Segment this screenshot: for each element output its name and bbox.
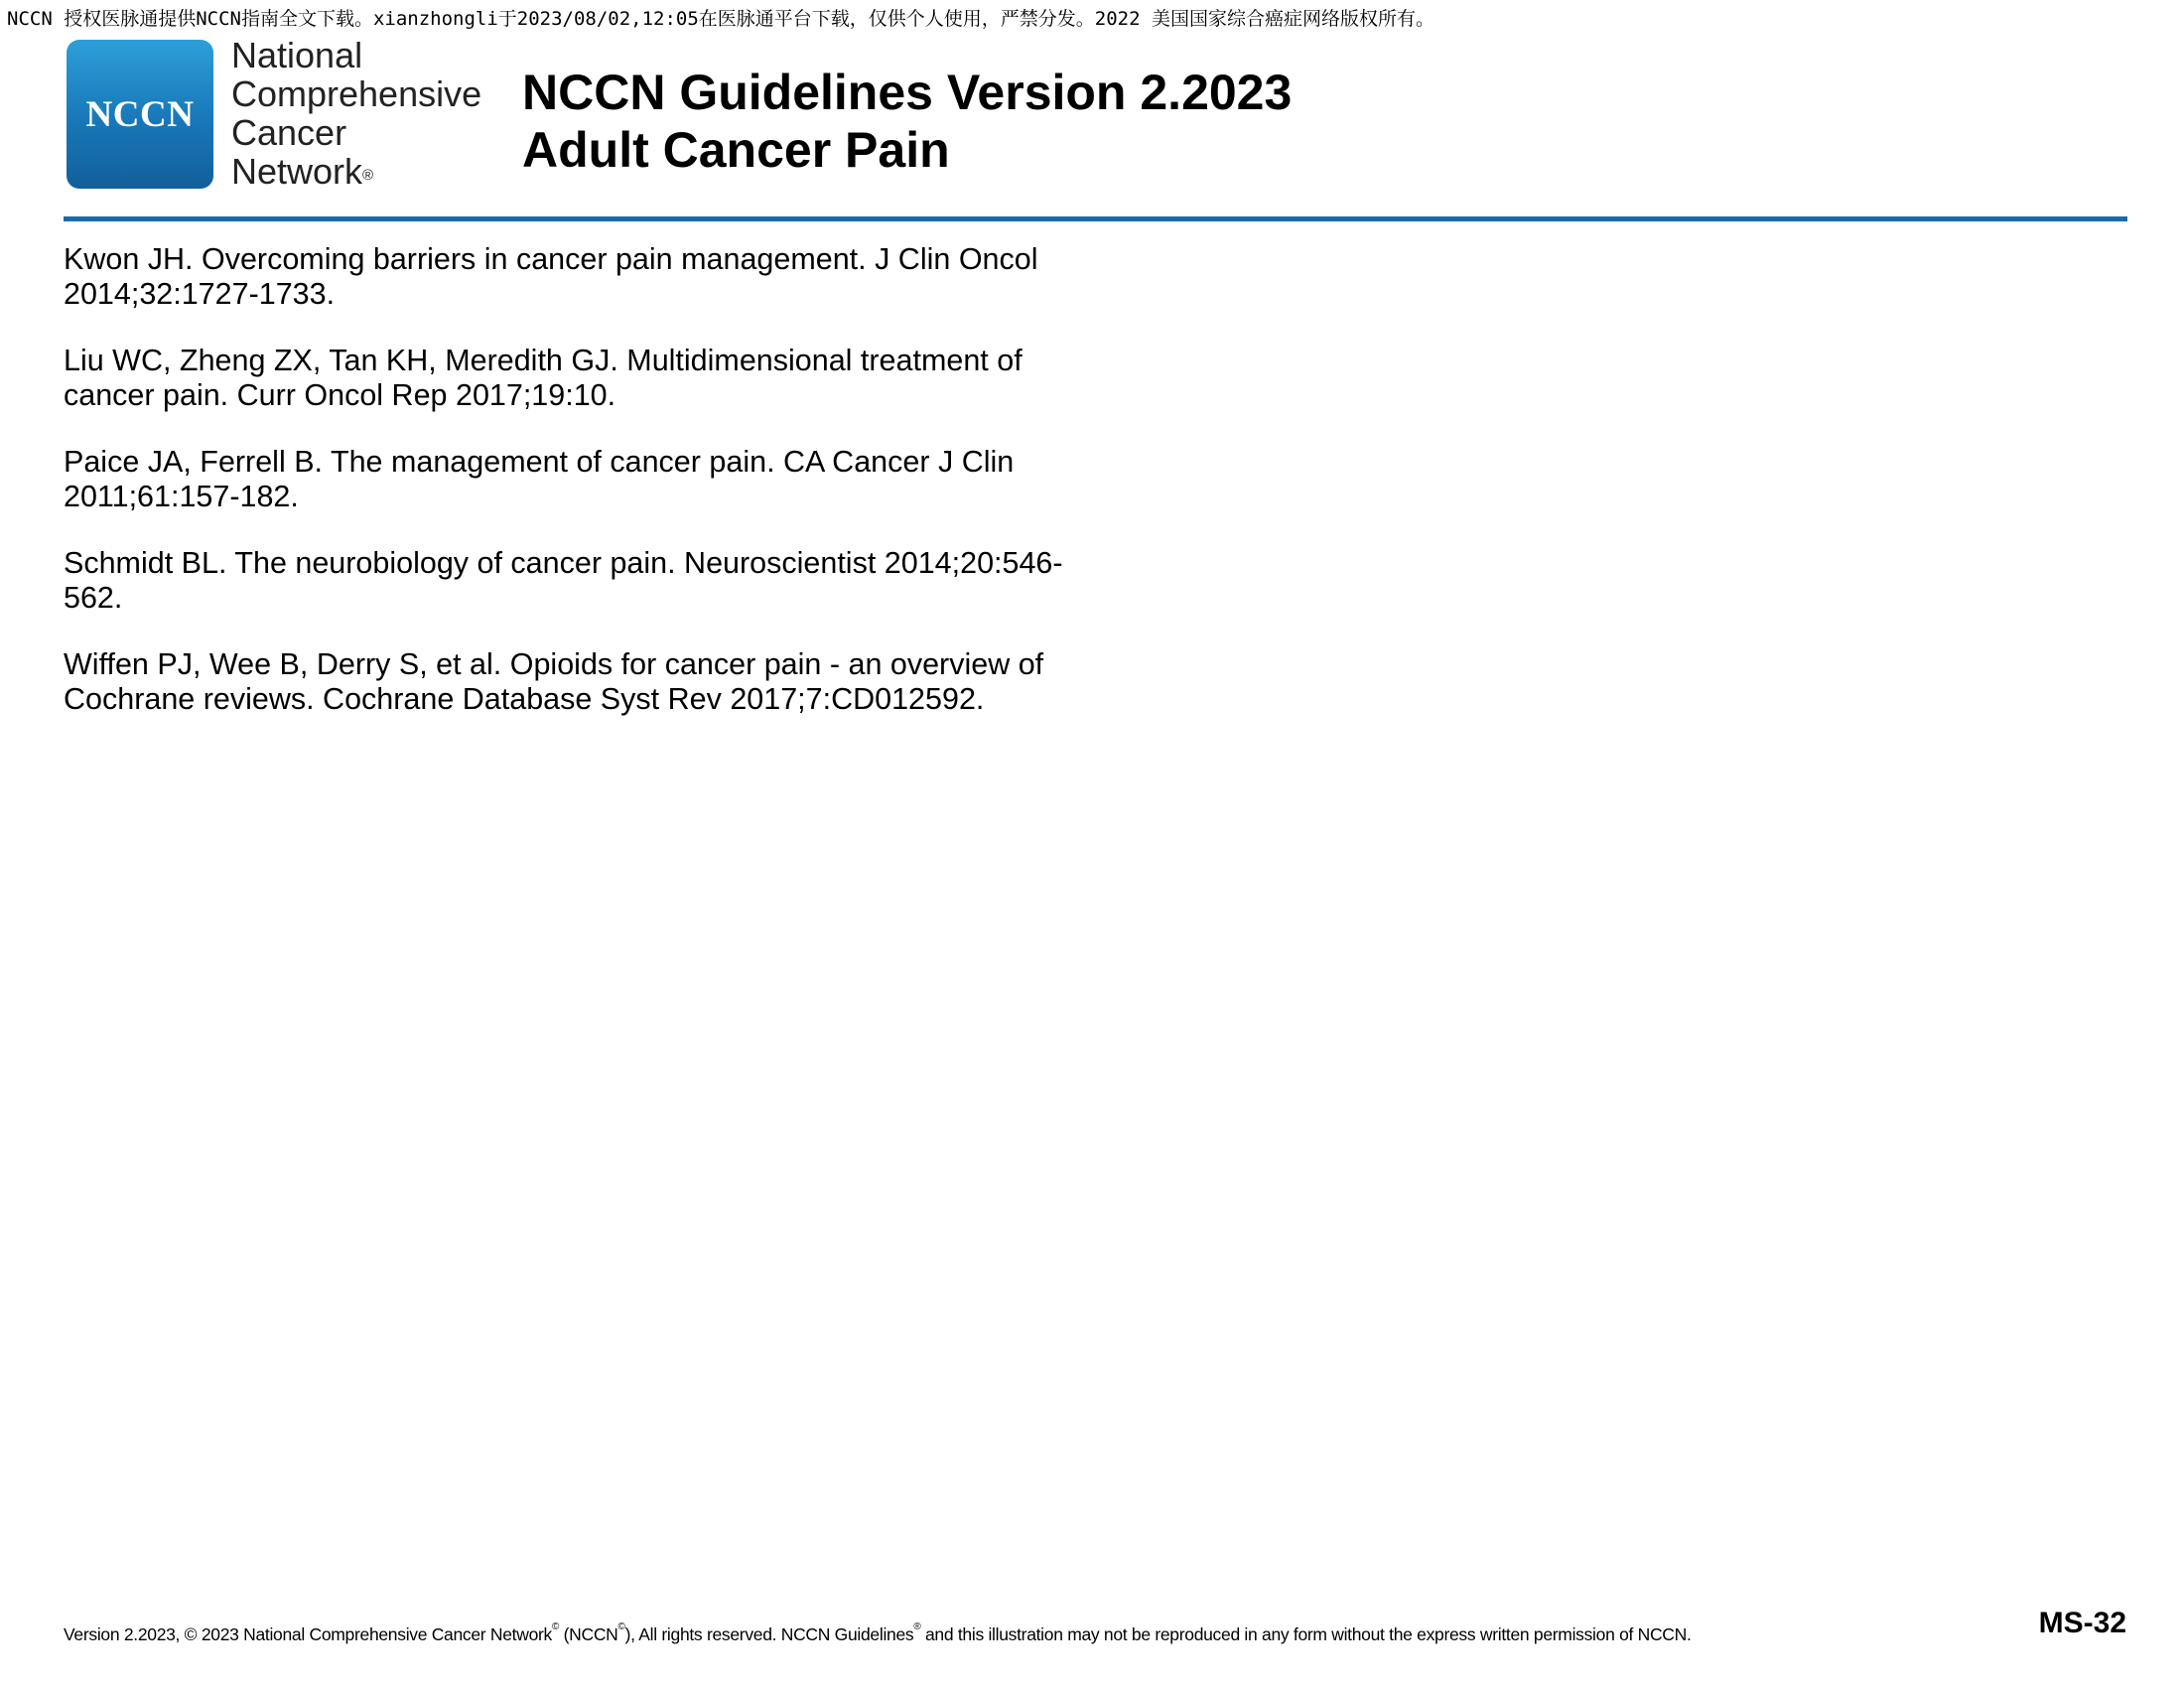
logo-line-cancer: Cancer xyxy=(231,112,347,153)
reference-item: Wiffen PJ, Wee B, Derry S, et al. Opioids for cancer pain - an overview of Cochrane reviews. Cochrane Database Syst Rev 2017;7:CD012592. xyxy=(64,647,1044,716)
header-divider xyxy=(64,216,2127,221)
nccn-logo-mark xyxy=(67,40,213,189)
guideline-title xyxy=(522,64,1292,179)
nccn-logo-wordmark xyxy=(231,36,481,191)
copyright-footer: Version 2.2023, © 2023 National Comprehensive Cancer Network© (NCCN©), All rights reserved. NCCN Guidelines® and this illustration may not be reproduced in any form without the express written permission of NCCN. xyxy=(64,1621,1692,1644)
logo-line-network: Network® xyxy=(231,151,374,192)
reference-item: Liu WC, Zheng ZX, Tan KH, Meredith GJ. Multidimensional treatment of cancer pain. Curr Oncol Rep 2017;19:10. xyxy=(64,344,1023,412)
reference-list xyxy=(64,242,1096,749)
logo-line-national: National xyxy=(231,35,363,75)
registered-mark: ® xyxy=(362,167,374,184)
logo-line-comprehensive: Comprehensive xyxy=(231,73,482,114)
nccn-logo-mark-text: NCCN xyxy=(85,93,195,135)
reference-item: Kwon JH. Overcoming barriers in cancer pain management. J Clin Oncol 2014;32:1727-1733. xyxy=(64,242,1038,311)
download-watermark: NCCN 授权医脉通提供NCCN指南全文下载。xianzhongli于2023/08/02,12:05在医脉通平台下载，仅供个人使用，严禁分发。2022 美国国家综合癌症网络版权所有。 xyxy=(7,8,1435,30)
reference-item: Schmidt BL. The neurobiology of cancer pain. Neuroscientist 2014;20:546- 562. xyxy=(64,546,1063,615)
page-number: MS-32 xyxy=(2038,1607,2126,1639)
guideline-version-title: NCCN Guidelines Version 2.2023 xyxy=(522,65,1293,120)
nccn-logo xyxy=(67,35,482,192)
guideline-topic-title: Adult Cancer Pain xyxy=(522,122,950,178)
reference-item: Paice JA, Ferrell B. The management of cancer pain. CA Cancer J Clin 2011;61:157-182. xyxy=(64,445,1015,513)
